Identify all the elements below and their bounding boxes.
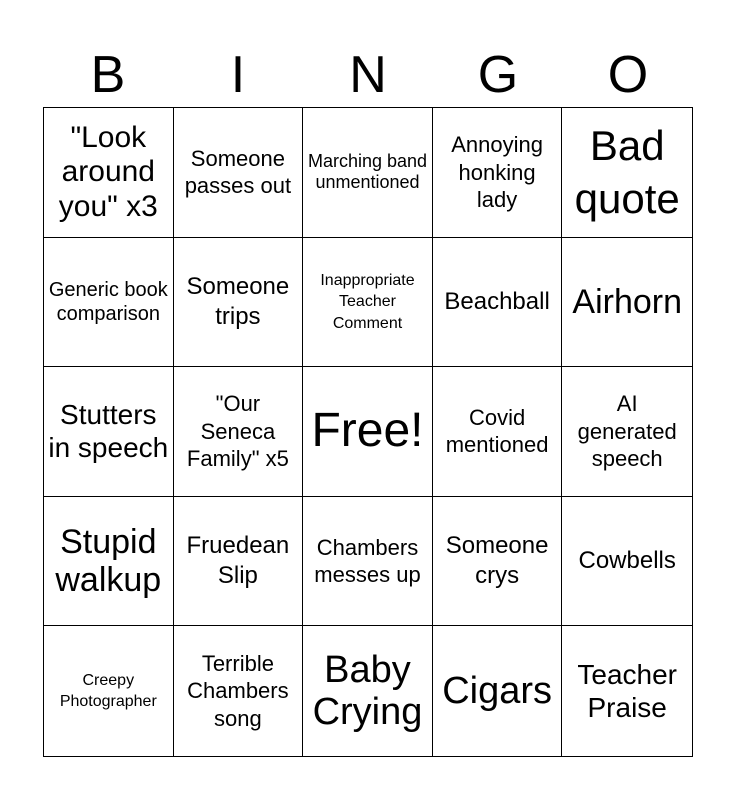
bingo-cell-g4[interactable]: [433, 497, 563, 627]
header-letter-b: B: [90, 46, 126, 104]
bingo-cell-g2[interactable]: [433, 238, 563, 368]
bingo-cell-g3[interactable]: [433, 367, 563, 497]
cell-text: "Our Seneca Family" x5: [186, 391, 289, 472]
bingo-cell-g5[interactable]: [433, 626, 563, 756]
cell-text: Cowbells: [578, 547, 676, 575]
bingo-cell-o5[interactable]: [562, 626, 692, 756]
cell-text: Generic book comparison: [48, 278, 168, 325]
cell-text: Baby Crying: [312, 648, 423, 734]
bingo-cell-b1[interactable]: [44, 108, 174, 238]
cell-text: Annoying honking lady: [451, 132, 543, 213]
header-letter-g: G: [477, 46, 519, 104]
bingo-cell-o2[interactable]: [562, 238, 692, 368]
cell-text: Stutters in speech: [48, 398, 169, 464]
bingo-cell-i5[interactable]: [174, 626, 304, 756]
cell-text: Stupid walkup: [55, 523, 162, 600]
bingo-cell-g1[interactable]: [433, 108, 563, 238]
bingo-cell-n5[interactable]: [303, 626, 433, 756]
bingo-cell-i2[interactable]: [174, 238, 304, 368]
cell-text: Inappropriate Teacher Comment: [320, 271, 415, 332]
free-space: Free!: [311, 404, 424, 458]
header-letter-o: O: [607, 46, 649, 104]
cell-text: Teacher Praise: [577, 658, 677, 724]
bingo-cell-i4[interactable]: [174, 497, 304, 627]
bingo-header: [43, 46, 693, 104]
bingo-cell-n4[interactable]: [303, 497, 433, 627]
bingo-cell-o1[interactable]: [562, 108, 692, 238]
bingo-cell-b5[interactable]: [44, 626, 174, 756]
cell-text: Someone passes out: [184, 145, 292, 199]
cell-text: Bad quote: [574, 121, 680, 223]
cell-text: Chambers messes up: [314, 534, 421, 588]
cell-text: Beachball: [444, 287, 550, 315]
bingo-card-grid: [43, 107, 693, 757]
bingo-cell-n3[interactable]: [303, 367, 433, 497]
cell-text: "Look around you" x3: [58, 120, 158, 223]
cell-text: Creepy Photographer: [59, 671, 157, 711]
cell-text: Someone crys: [445, 532, 549, 590]
bingo-cell-b4[interactable]: [44, 497, 174, 627]
cell-text: AI generated speech: [577, 391, 677, 472]
bingo-cell-i1[interactable]: [174, 108, 304, 238]
header-letter-n: N: [349, 46, 387, 104]
header-letter-i: I: [230, 46, 246, 104]
cell-text: Marching band unmentioned: [307, 150, 428, 193]
bingo-cell-i3[interactable]: [174, 367, 304, 497]
cell-text: Fruedean Slip: [186, 532, 290, 590]
cell-text: Airhorn: [572, 282, 682, 321]
bingo-cell-b2[interactable]: [44, 238, 174, 368]
bingo-cell-o3[interactable]: [562, 367, 692, 497]
bingo-cell-n2[interactable]: [303, 238, 433, 368]
bingo-cell-b3[interactable]: [44, 367, 174, 497]
cell-text: Someone trips: [186, 272, 290, 330]
cell-text: Covid mentioned: [445, 404, 549, 458]
bingo-cell-n1[interactable]: [303, 108, 433, 238]
cell-text: Cigars: [442, 669, 552, 712]
cell-text: Terrible Chambers song: [187, 650, 289, 731]
bingo-cell-o4[interactable]: [562, 497, 692, 627]
